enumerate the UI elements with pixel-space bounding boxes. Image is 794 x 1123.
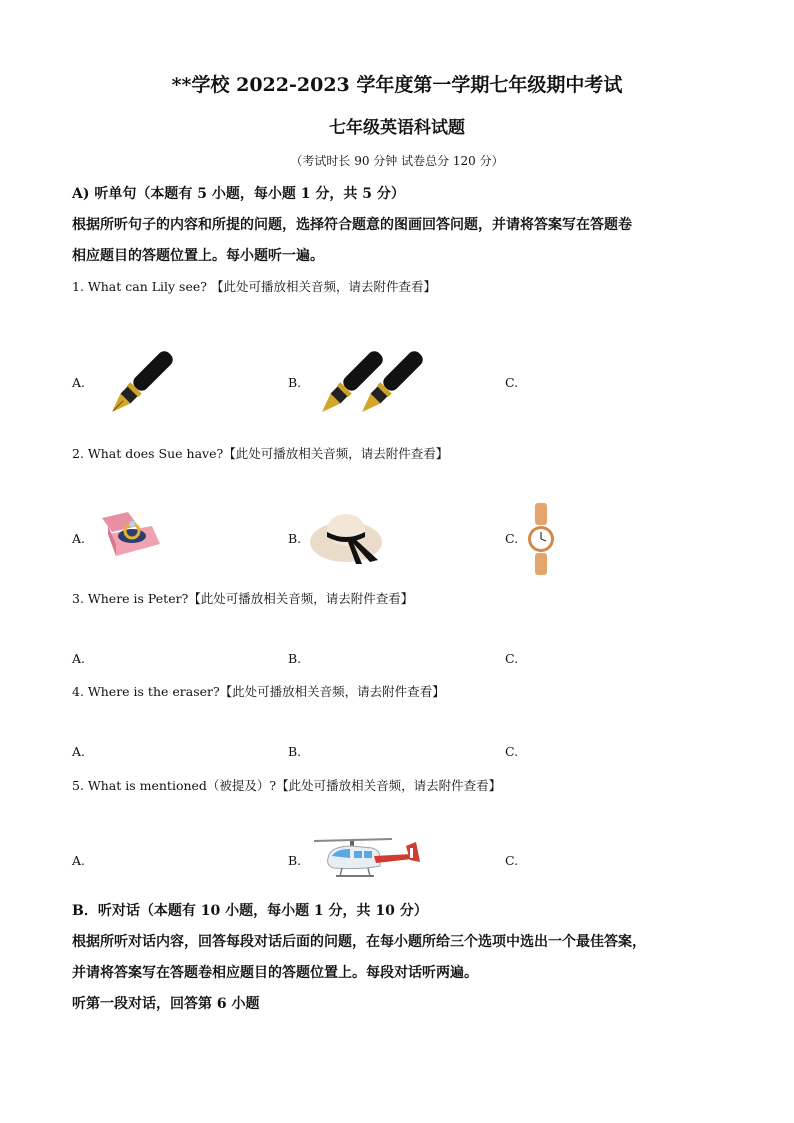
helicopter-icon — [310, 836, 430, 884]
q3-option-a: A. — [72, 651, 86, 666]
section-a-instruction-1: 根据所听句子的内容和所提的问题，选择符合题意的图画回答问题，并请将答案写在答题卷 — [72, 217, 632, 233]
wristwatch-icon — [527, 503, 555, 575]
q3-option-c: C. — [505, 651, 519, 666]
q2-option-b: B. — [288, 531, 302, 546]
section-a-heading: A) 听单句（本题有 5 小题，每小题 1 分，共 5 分） — [72, 186, 405, 202]
question-2: 2. What does Sue have?【此处可播放相关音频，请去附件查看】 — [72, 446, 449, 461]
q2-option-a: A. — [72, 531, 86, 546]
section-b-sub-heading: 听第一段对话，回答第 6 小题 — [72, 996, 260, 1012]
subject-title: 七年级英语科试题 — [329, 118, 465, 138]
ring-box-icon — [98, 512, 162, 560]
question-1: 1. What can Lily see? 【此处可播放相关音频，请去附件查看】 — [72, 279, 436, 294]
exam-title: **学校 2022-2023 学年度第一学期七年级期中考试 — [171, 74, 623, 96]
question-5: 5. What is mentioned（被提及）?【此处可播放相关音频，请去附件查看】 — [72, 778, 502, 793]
question-3: 3. Where is Peter?【此处可播放相关音频，请去附件查看】 — [72, 591, 414, 606]
q1-option-c: C. — [505, 375, 519, 390]
exam-note: （考试时长 90 分钟 试卷总分 120 分） — [290, 154, 504, 168]
q1-option-a: A. — [72, 375, 86, 390]
fountain-pen-icon — [98, 340, 184, 426]
section-b-instruction-2: 并请将答案写在答题卷相应题目的答题位置上。每段对话听两遍。 — [72, 965, 478, 981]
q3-option-b: B. — [288, 651, 302, 666]
q5-option-b: B. — [288, 853, 302, 868]
q5-option-a: A. — [72, 853, 86, 868]
q1-option-b: B. — [288, 375, 302, 390]
q5-option-c: C. — [505, 853, 519, 868]
section-b-instruction-1: 根据所听对话内容，回答每段对话后面的问题，在每小题所给三个选项中选出一个最佳答案， — [72, 934, 646, 950]
sun-hat-icon — [308, 508, 384, 566]
q2-option-c: C. — [505, 531, 519, 546]
q4-option-c: C. — [505, 744, 519, 759]
two-fountain-pens-icon — [308, 340, 430, 426]
question-4: 4. Where is the eraser?【此处可播放相关音频，请去附件查看】 — [72, 684, 445, 699]
q4-option-a: A. — [72, 744, 86, 759]
section-b-heading: B．听对话（本题有 10 小题，每小题 1 分，共 10 分） — [72, 903, 428, 919]
section-a-instruction-2: 相应题目的答题位置上。每小题听一遍。 — [72, 248, 324, 264]
q4-option-b: B. — [288, 744, 302, 759]
